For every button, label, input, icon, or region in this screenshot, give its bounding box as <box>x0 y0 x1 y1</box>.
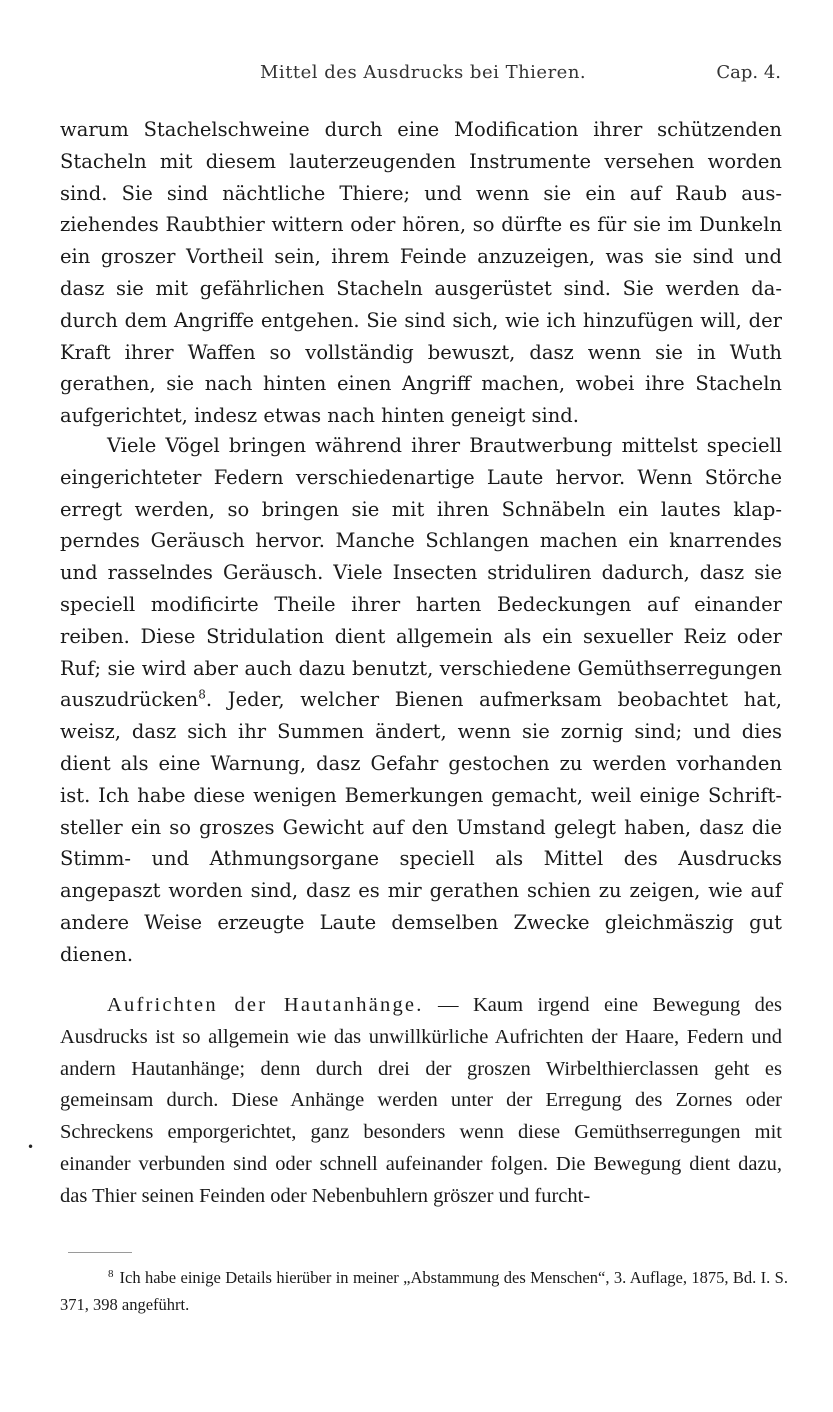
footnote-text: Ich habe einige Details hierüber in meiner „Abstammung des Menschen“, 3. Auflage, 1875, Bd. I. S. 371, 398 angeführt. <box>60 1268 788 1314</box>
margin-dot-mark: • <box>27 1140 35 1154</box>
paragraph-porcupines <box>60 114 782 432</box>
footnote <box>60 1264 788 1318</box>
running-title: Mittel des Ausdrucks bei Thieren. <box>260 62 587 83</box>
paragraph-birds-text-start: Viele Vögel bringen während ihrer Brautwerbung mittelst speciell eingerichteter Federn verschiedenartige Laute hervor. Wenn Störche erregt werden, so bringen sie mit ihren Schnäbeln ein lautes klapperndes Geräusch hervor. Manche Schlangen machen ein knarrendes und rasselndes Geräusch. Viele Insecten striduliren dadurch, dasz sie speciell modificirte Theile ihrer harten Bedeckungen auf einander reiben. Diese Stridulation dient allgemein als ein sexueller Reiz oder Ruf; sie wird aber auch dazu benutzt, verschiedene Gemüthserregungen auszudrücken <box>60 434 782 712</box>
paragraph-birds-text-end: . Jeder, welcher Bienen aufmerksam beobachtet hat, weisz, dasz sich ihr Summen ändert, wenn sie zornig sind; und dies dient als eine Warnung, dasz Gefahr gestochen zu werden vorhanden ist. Ich habe diese wenigen Bemerkungen gemacht, weil einige Schriftsteller ein so groszes Gewicht auf den Umstand gelegt haben, dasz die Stimm- und Athmungsorgane speciell als Mittel des Ausdrucks angepaszt worden sind, dasz es mir gerathen schien zu zeigen, wie auf andere Weise erzeugte Laute demselben Zwecke gleichmäszig gut dienen. <box>60 688 782 966</box>
running-header <box>60 62 781 88</box>
chapter-number: Cap. 4. <box>716 62 781 83</box>
paragraph-skin-appendages <box>60 990 782 1213</box>
section-heading: Aufrichten der Hautanhänge. <box>107 994 424 1016</box>
paragraph-porcupines-text: warum Stachelschweine durch eine Modification ihrer schützenden Stacheln mit diesem lauterzeugenden Instrumente versehen worden sind. Sie sind nächtliche Thiere; und wenn sie ein auf Raub ausziehendes Raubthier wittern oder hören, so dürfte es für sie im Dunkeln ein groszer Vortheil sein, ihrem Feinde anzuzeigen, was sie sind und dasz sie mit gefährlichen Stacheln ausgerüstet sind. Sie werden dadurch dem Angriffe entgehen. Sie sind sich, wie ich hinzufügen will, der Kraft ihrer Waffen so vollständig bewuszt, dasz wenn sie in Wuth gerathen, sie nach hinten einen Angriff machen, wobei ihre Stacheln aufgerichtet, indesz etwas nach hinten geneigt sind. <box>60 118 782 428</box>
footnote-reference: 8 <box>198 687 206 702</box>
footnote-divider <box>68 1252 132 1253</box>
paragraph-birds-insects <box>60 430 782 971</box>
footnote-number: 8 <box>108 1267 114 1280</box>
paragraph-skin-appendages-text: — Kaum irgend eine Bewegung des Ausdrucks ist so allgemein wie das unwillkürliche Aufrichten der Haare, Federn und andern Hautanhänge; denn durch drei der groszen Wirbelthierclassen geht es gemeinsam durch. Diese Anhänge werden unter der Erregung des Zornes oder Schreckens emporgerichtet, ganz besonders wenn diese Gemüthserregungen mit einander verbunden sind oder schnell aufeinander folgen. Die Bewegung dient dazu, das Thier seinen Feinden oder Nebenbuhlern gröszer und furcht- <box>60 994 782 1207</box>
